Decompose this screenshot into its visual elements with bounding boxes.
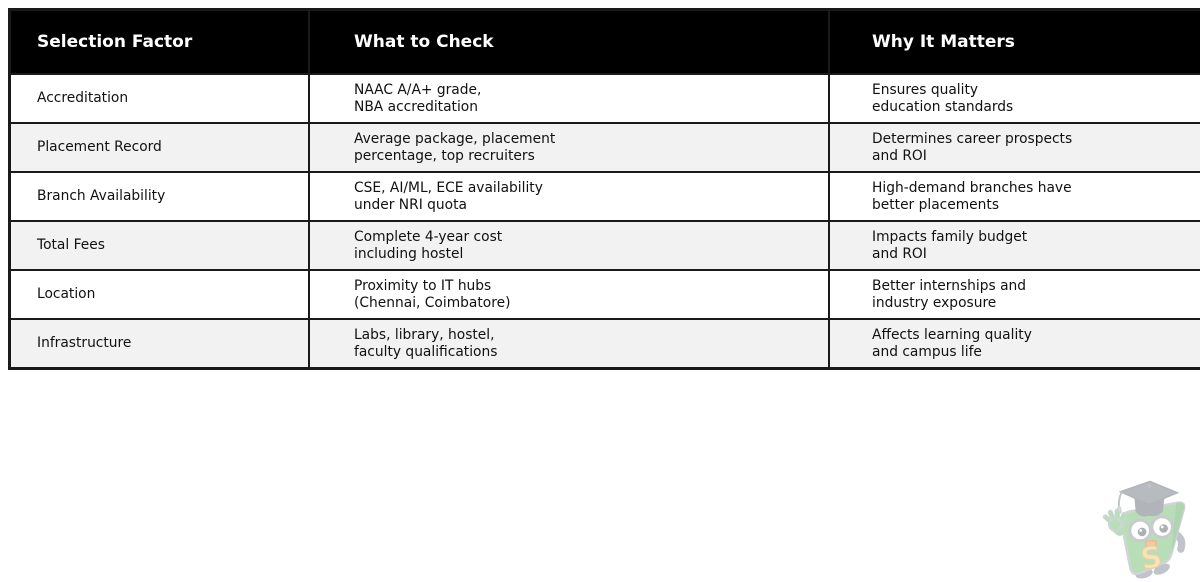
column-header-what-to-check: What to Check bbox=[309, 10, 829, 75]
column-header-selection-factor: Selection Factor bbox=[10, 10, 310, 75]
check-cell: NAAC A/A+ grade, NBA accreditation bbox=[309, 74, 829, 123]
graduate-mascot-icon bbox=[1098, 476, 1196, 581]
table-row bbox=[10, 221, 1200, 270]
factor-cell: Branch Availability bbox=[10, 172, 310, 221]
factor-cell: Total Fees bbox=[10, 221, 310, 270]
mascot-letter: S bbox=[1138, 539, 1165, 577]
college-selection-comparison-table bbox=[8, 8, 1200, 370]
table-row bbox=[10, 74, 1200, 123]
mascot-waving-hand bbox=[1105, 511, 1124, 531]
factor-cell: Location bbox=[10, 270, 310, 319]
check-cell: Average package, placement percentage, top recruiters bbox=[309, 123, 829, 172]
check-cell: CSE, AI/ML, ECE availability under NRI quota bbox=[309, 172, 829, 221]
why-cell: Affects learning quality and campus life bbox=[829, 319, 1200, 369]
check-cell: Labs, library, hostel, faculty qualifications bbox=[309, 319, 829, 369]
check-cell: Complete 4-year cost including hostel bbox=[309, 221, 829, 270]
check-cell: Proximity to IT hubs (Chennai, Coimbatore) bbox=[309, 270, 829, 319]
table-body bbox=[10, 74, 1200, 369]
factor-cell: Accreditation bbox=[10, 74, 310, 123]
why-cell: Better internships and industry exposure bbox=[829, 270, 1200, 319]
header-row bbox=[10, 10, 1200, 75]
table-row bbox=[10, 319, 1200, 369]
cap-tassel bbox=[1119, 492, 1122, 507]
why-cell: Impacts family budget and ROI bbox=[829, 221, 1200, 270]
graduate-mascot-watermark bbox=[1098, 476, 1196, 581]
factor-cell: Infrastructure bbox=[10, 319, 310, 369]
factor-cell: Placement Record bbox=[10, 123, 310, 172]
table-row bbox=[10, 123, 1200, 172]
column-header-why-it-matters: Why It Matters bbox=[829, 10, 1200, 75]
table-row bbox=[10, 172, 1200, 221]
why-cell: High-demand branches have better placements bbox=[829, 172, 1200, 221]
why-cell: Ensures quality education standards bbox=[829, 74, 1200, 123]
why-cell: Determines career prospects and ROI bbox=[829, 123, 1200, 172]
table-row bbox=[10, 270, 1200, 319]
